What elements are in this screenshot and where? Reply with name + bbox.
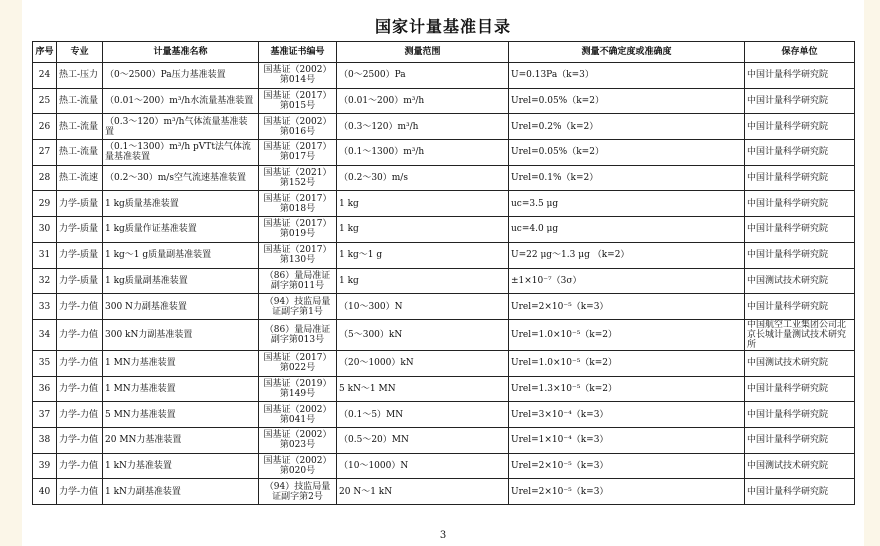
certificate-cell: 国基证（2002）第023号 <box>259 427 337 453</box>
table-row <box>33 294 855 320</box>
row-number: 40 <box>33 479 57 505</box>
range-cell: 1 kg <box>337 217 509 243</box>
row-number: 37 <box>33 402 57 428</box>
table-row <box>33 88 855 114</box>
row-number: 35 <box>33 350 57 376</box>
range-cell: （0.3～120）m³/h <box>337 114 509 140</box>
table-row <box>33 242 855 268</box>
uncertainty-cell: Urel=1×10⁻⁴（k=3） <box>509 427 745 453</box>
certificate-cell: 国基证（2002）第041号 <box>259 402 337 428</box>
row-number: 29 <box>33 191 57 217</box>
custodian-cell: 中国计量科学研究院 <box>745 427 855 453</box>
range-cell: （0.01～200）m³/h <box>337 88 509 114</box>
certificate-cell: 国基证（2019）第149号 <box>259 376 337 402</box>
range-cell: 20 N～1 kN <box>337 479 509 505</box>
certificate-cell: （94）技监局量证副字第2号 <box>259 479 337 505</box>
standard-name-cell: （0.2～30）m/s空气流速基准装置 <box>103 165 259 191</box>
field-cell: 力学-质量 <box>57 191 103 217</box>
field-cell: 力学-力值 <box>57 427 103 453</box>
table-row <box>33 140 855 166</box>
standard-name-cell: 300 N力副基准装置 <box>103 294 259 320</box>
range-cell: （10～300）N <box>337 294 509 320</box>
certificate-cell: 国基证（2017）第018号 <box>259 191 337 217</box>
range-cell: 5 kN～1 MN <box>337 376 509 402</box>
standard-name-cell: 5 MN力基准装置 <box>103 402 259 428</box>
standard-name-cell: 300 kN力副基准装置 <box>103 319 259 350</box>
row-number: 25 <box>33 88 57 114</box>
certificate-cell: （86）量局准证副字第011号 <box>259 268 337 294</box>
custodian-cell: 中国计量科学研究院 <box>745 479 855 505</box>
custodian-cell: 中国测试技术研究院 <box>745 268 855 294</box>
range-cell: 1 kg <box>337 191 509 217</box>
custodian-cell: 中国计量科学研究院 <box>745 376 855 402</box>
page-title: 国家计量基准目录 <box>374 17 511 36</box>
custodian-cell: 中国航空工业集团公司北京长城计量测试技术研究所 <box>745 319 855 350</box>
range-cell: （0～2500）Pa <box>337 63 509 89</box>
range-cell: （0.1～5）MN <box>337 402 509 428</box>
standard-name-cell: 1 kN力基准装置 <box>103 453 259 479</box>
table-header-row <box>33 42 855 63</box>
row-number: 24 <box>33 63 57 89</box>
certificate-cell: 国基证（2017）第130号 <box>259 242 337 268</box>
certificate-cell: 国基证（2017）第019号 <box>259 217 337 243</box>
standard-name-cell: （0.1～1300）m³/h pVTt法气体流量基准装置 <box>103 140 259 166</box>
custodian-cell: 中国计量科学研究院 <box>745 140 855 166</box>
header-no: 序号 <box>33 42 57 63</box>
uncertainty-cell: Urel=0.1%（k=2） <box>509 165 745 191</box>
certificate-cell: 国基证（2017）第017号 <box>259 140 337 166</box>
custodian-cell: 中国计量科学研究院 <box>745 63 855 89</box>
standards-table <box>32 41 855 505</box>
certificate-cell: （86）量局准证副字第013号 <box>259 319 337 350</box>
header-range: 测量范围 <box>337 42 509 63</box>
custodian-cell: 中国计量科学研究院 <box>745 88 855 114</box>
row-number: 33 <box>33 294 57 320</box>
header-uncertainty: 测量不确定度或准确度 <box>509 42 745 63</box>
uncertainty-cell: uc=3.5 μg <box>509 191 745 217</box>
row-number: 34 <box>33 319 57 350</box>
certificate-cell: （94）技监局量证副字第1号 <box>259 294 337 320</box>
range-cell: （0.1～1300）m³/h <box>337 140 509 166</box>
row-number: 30 <box>33 217 57 243</box>
field-cell: 力学-力值 <box>57 479 103 505</box>
field-cell: 力学-力值 <box>57 376 103 402</box>
uncertainty-cell: Urel=0.2%（k=2） <box>509 114 745 140</box>
table-row <box>33 453 855 479</box>
custodian-cell: 中国计量科学研究院 <box>745 114 855 140</box>
table-row <box>33 268 855 294</box>
custodian-cell: 中国计量科学研究院 <box>745 165 855 191</box>
row-number: 31 <box>33 242 57 268</box>
certificate-cell: 国基证（2002）第014号 <box>259 63 337 89</box>
field-cell: 力学-质量 <box>57 242 103 268</box>
range-cell: （0.2～30）m/s <box>337 165 509 191</box>
header-field: 专业 <box>57 42 103 63</box>
uncertainty-cell: Urel=0.05%（k=2） <box>509 140 745 166</box>
custodian-cell: 中国计量科学研究院 <box>745 217 855 243</box>
uncertainty-cell: Urel=0.05%（k=2） <box>509 88 745 114</box>
range-cell: 1 kg～1 g <box>337 242 509 268</box>
field-cell: 热工-压力 <box>57 63 103 89</box>
custodian-cell: 中国计量科学研究院 <box>745 242 855 268</box>
table-row <box>33 402 855 428</box>
range-cell: （0.5～20）MN <box>337 427 509 453</box>
table-row <box>33 165 855 191</box>
row-number: 38 <box>33 427 57 453</box>
range-cell: （5～300）kN <box>337 319 509 350</box>
standard-name-cell: 1 kg质量副基准装置 <box>103 268 259 294</box>
row-number: 26 <box>33 114 57 140</box>
row-number: 32 <box>33 268 57 294</box>
certificate-cell: 国基证（2017）第015号 <box>259 88 337 114</box>
standard-name-cell: （0.3～120）m³/h气体流量基准装置 <box>103 114 259 140</box>
range-cell: （20～1000）kN <box>337 350 509 376</box>
field-cell: 热工-流量 <box>57 140 103 166</box>
table-row <box>33 479 855 505</box>
uncertainty-cell: Urel=2×10⁻⁵（k=3） <box>509 453 745 479</box>
header-cert: 基准证书编号 <box>259 42 337 63</box>
table-row <box>33 376 855 402</box>
certificate-cell: 国基证（2002）第020号 <box>259 453 337 479</box>
standard-name-cell: （0～2500）Pa压力基准装置 <box>103 63 259 89</box>
certificate-cell: 国基证（2017）第022号 <box>259 350 337 376</box>
uncertainty-cell: Urel=3×10⁻⁴（k=3） <box>509 402 745 428</box>
standard-name-cell: 20 MN力基准装置 <box>103 427 259 453</box>
table-row <box>33 114 855 140</box>
row-number: 39 <box>33 453 57 479</box>
field-cell: 力学-力值 <box>57 453 103 479</box>
standard-name-cell: 1 kg质量作证基准装置 <box>103 217 259 243</box>
custodian-cell: 中国计量科学研究院 <box>745 294 855 320</box>
table-row <box>33 319 855 350</box>
field-cell: 力学-力值 <box>57 294 103 320</box>
row-number: 28 <box>33 165 57 191</box>
uncertainty-cell: U=0.13Pa（k=3） <box>509 63 745 89</box>
field-cell: 力学-力值 <box>57 319 103 350</box>
standard-name-cell: 1 MN力基准装置 <box>103 350 259 376</box>
range-cell: 1 kg <box>337 268 509 294</box>
table-row <box>33 63 855 89</box>
row-number: 36 <box>33 376 57 402</box>
uncertainty-cell: Urel=1.0×10⁻⁵（k=2） <box>509 319 745 350</box>
standard-name-cell: 1 kg质量基准装置 <box>103 191 259 217</box>
uncertainty-cell: uc=4.0 μg <box>509 217 745 243</box>
page-number: 3 <box>439 530 447 541</box>
header-unit: 保存单位 <box>745 42 855 63</box>
standard-name-cell: （0.01～200）m³/h水流量基准装置 <box>103 88 259 114</box>
uncertainty-cell: Urel=2×10⁻⁵（k=3） <box>509 294 745 320</box>
custodian-cell: 中国测试技术研究院 <box>745 350 855 376</box>
table-row <box>33 427 855 453</box>
field-cell: 力学-质量 <box>57 268 103 294</box>
certificate-cell: 国基证（2002）第016号 <box>259 114 337 140</box>
header-name: 计量基准名称 <box>103 42 259 63</box>
standard-name-cell: 1 kg～1 g质量副基准装置 <box>103 242 259 268</box>
row-number: 27 <box>33 140 57 166</box>
certificate-cell: 国基证（2021）第152号 <box>259 165 337 191</box>
table-row <box>33 217 855 243</box>
uncertainty-cell: ±1×10⁻⁷（3σ） <box>509 268 745 294</box>
custodian-cell: 中国计量科学研究院 <box>745 402 855 428</box>
uncertainty-cell: Urel=1.3×10⁻⁵（k=2） <box>509 376 745 402</box>
document-page <box>22 0 864 546</box>
field-cell: 力学-质量 <box>57 217 103 243</box>
table-row <box>33 191 855 217</box>
table-row <box>33 350 855 376</box>
field-cell: 热工-流量 <box>57 114 103 140</box>
range-cell: （10～1000）N <box>337 453 509 479</box>
field-cell: 热工-流量 <box>57 88 103 114</box>
standard-name-cell: 1 MN力基准装置 <box>103 376 259 402</box>
field-cell: 热工-流速 <box>57 165 103 191</box>
uncertainty-cell: Urel=2×10⁻⁵（k=3） <box>509 479 745 505</box>
field-cell: 力学-力值 <box>57 402 103 428</box>
custodian-cell: 中国计量科学研究院 <box>745 191 855 217</box>
field-cell: 力学-力值 <box>57 350 103 376</box>
custodian-cell: 中国测试技术研究院 <box>745 453 855 479</box>
standard-name-cell: 1 kN力副基准装置 <box>103 479 259 505</box>
uncertainty-cell: U=22 μg～1.3 μg （k=2） <box>509 242 745 268</box>
uncertainty-cell: Urel=1.0×10⁻⁵（k=2） <box>509 350 745 376</box>
